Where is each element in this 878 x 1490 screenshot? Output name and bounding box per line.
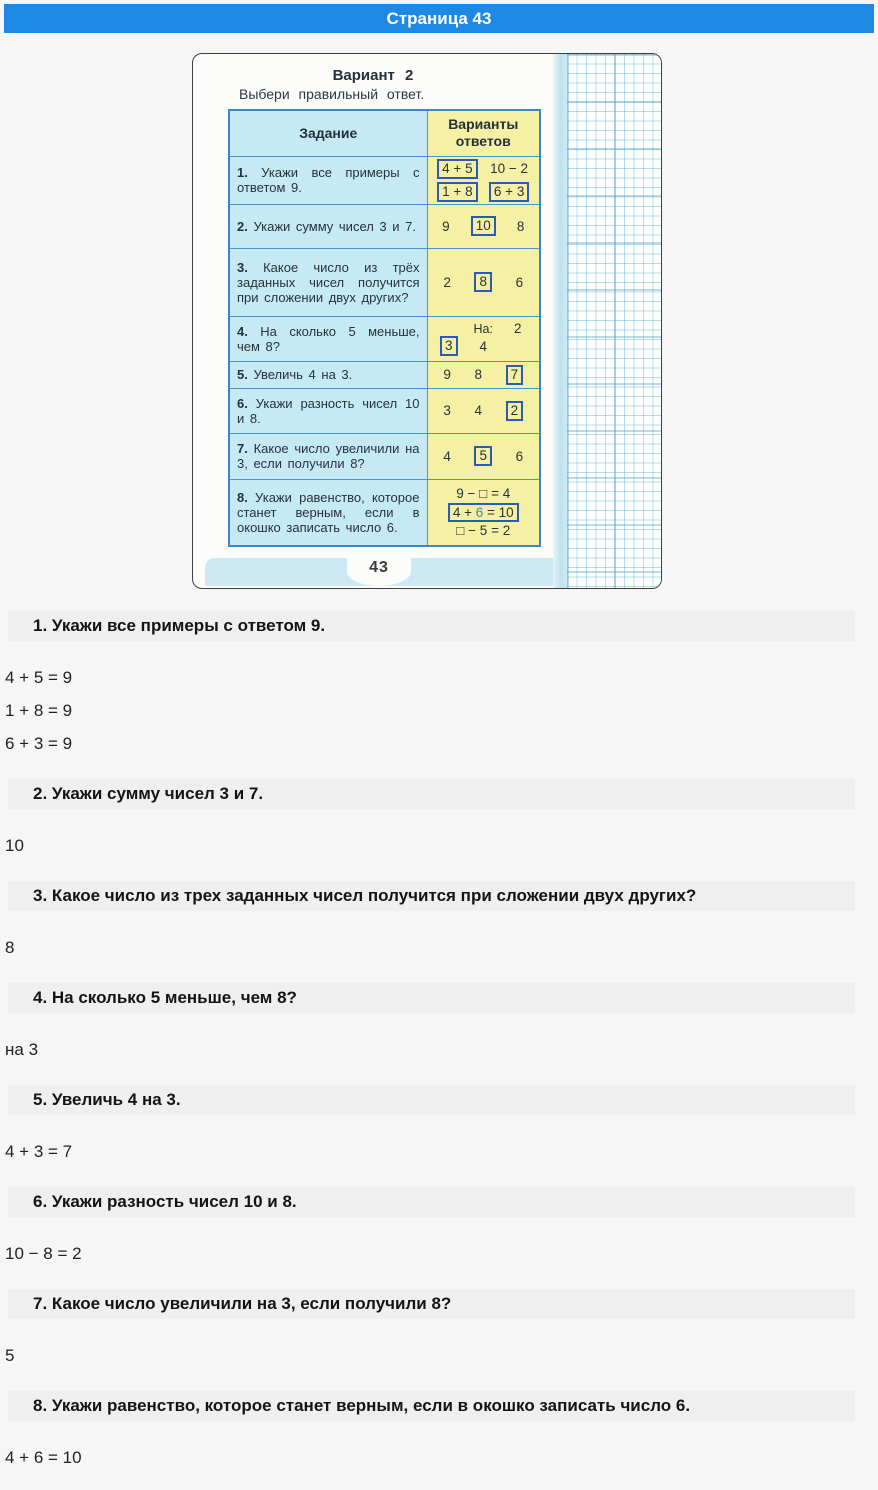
task-text: 7. Какое число увеличили на 3, если получили 8? (229, 433, 427, 479)
answer-option: 5 (474, 446, 492, 466)
answer-option: 6 + 3 (489, 182, 529, 202)
footer-band (205, 558, 553, 586)
option-note: На: (473, 321, 493, 336)
task-text: 2. Укажи сумму чисел 3 и 7. (229, 204, 427, 248)
answer-option: 10 − 2 (490, 161, 529, 176)
answer-option: 2 (443, 274, 451, 290)
answer-line: 5 (5, 1346, 15, 1365)
question-heading: 7. Какое число увеличили на 3, если получили 8? (8, 1289, 855, 1319)
answer-line: на 3 (5, 1040, 39, 1059)
question-heading: 1. Укажи все примеры с ответом 9. (8, 611, 855, 641)
task-text: 4. На сколько 5 меньше, чем 8? (229, 316, 427, 361)
answer-option: 6 (515, 274, 524, 290)
equation-line: 4 + 6 = 10 (432, 503, 536, 522)
answer-option: 9 (442, 218, 450, 234)
answer-line: 4 + 5 = 9 (5, 668, 73, 687)
answer-option: 8 (474, 272, 492, 292)
page-number-tab (347, 557, 411, 586)
answer-option: 4 (479, 338, 487, 354)
task-text: 3. Какое число из трёх заданных чисел получится при сложении двух других? (229, 248, 427, 316)
table-row (229, 316, 540, 361)
answer-option: 6 (515, 448, 524, 464)
answer-line: 10 − 8 = 2 (5, 1244, 82, 1263)
answer-option: 9 (443, 367, 451, 382)
task-text: 8. Укажи равенство, которое станет верным, если в окошко записать число 6. (229, 479, 427, 546)
answer-option: 10 (471, 216, 496, 236)
book-subtitle: Выбери правильный ответ. (239, 86, 425, 102)
question-heading: 6. Укажи разность чисел 10 и 8. (8, 1187, 855, 1217)
answer-option: 1 + 8 (437, 182, 477, 202)
column-header-options: Варианты ответов (427, 110, 540, 156)
answer-line: 10 (5, 836, 24, 855)
answer-option: 4 (443, 448, 451, 464)
equation-line: □ − 5 = 2 (456, 522, 511, 538)
table-row (229, 388, 540, 433)
question-heading: 5. Увеличь 4 на 3. (8, 1085, 855, 1115)
answer-option: 8 (516, 218, 525, 234)
task-table (228, 109, 541, 547)
table-row (229, 361, 540, 388)
answer-line: 6 + 3 = 9 (5, 734, 73, 753)
answer-option: 3 (440, 336, 458, 356)
variant-title: Вариант 2 (332, 67, 414, 84)
task-text: 5. Увеличь 4 на 3. (229, 361, 427, 388)
answer-option: 4 (474, 403, 482, 418)
equation-line: 9 − □ = 4 (456, 485, 511, 501)
answer-line: 4 + 3 = 7 (5, 1142, 73, 1161)
answer-option: 4 + 5 (437, 159, 477, 179)
task-text: 6. Укажи разность чисел 10 и 8. (229, 388, 427, 433)
task-text: 1. Укажи все примеры с ответом 9. (229, 156, 427, 204)
answer-line: 1 + 8 = 9 (5, 701, 73, 720)
notebook-grid (567, 54, 661, 588)
page-number: 43 (369, 559, 389, 576)
page-header (4, 4, 874, 33)
answers-section (0, 611, 878, 1468)
answer-line: 8 (5, 938, 15, 957)
question-heading: 4. На сколько 5 меньше, чем 8? (8, 983, 855, 1013)
question-heading: 8. Укажи равенство, которое станет верным, если в окошко записать число 6. (8, 1391, 855, 1421)
handwritten-digit: 6 (475, 504, 484, 520)
answer-option: 2 (506, 401, 524, 421)
table-row (229, 156, 540, 204)
table-row (229, 204, 540, 248)
textbook-figure (192, 53, 662, 589)
book-page (193, 54, 553, 588)
table-row (229, 433, 540, 479)
answer-option: 3 (443, 403, 451, 418)
question-heading: 3. Какое число из трех заданных чисел получится при сложении двух других? (8, 881, 855, 911)
page-spine (553, 54, 567, 588)
table-row (229, 248, 540, 316)
answer-option: 7 (506, 365, 524, 385)
column-header-task: Задание (229, 110, 427, 156)
table-row (229, 479, 540, 546)
table-header-row (229, 110, 540, 156)
answer-option: 2 (513, 321, 522, 336)
page-title: Страница 43 (386, 9, 492, 28)
question-heading: 2. Укажи сумму чисел 3 и 7. (8, 779, 855, 809)
answer-line: 4 + 6 = 10 (5, 1448, 82, 1467)
answer-option: 8 (474, 367, 482, 382)
